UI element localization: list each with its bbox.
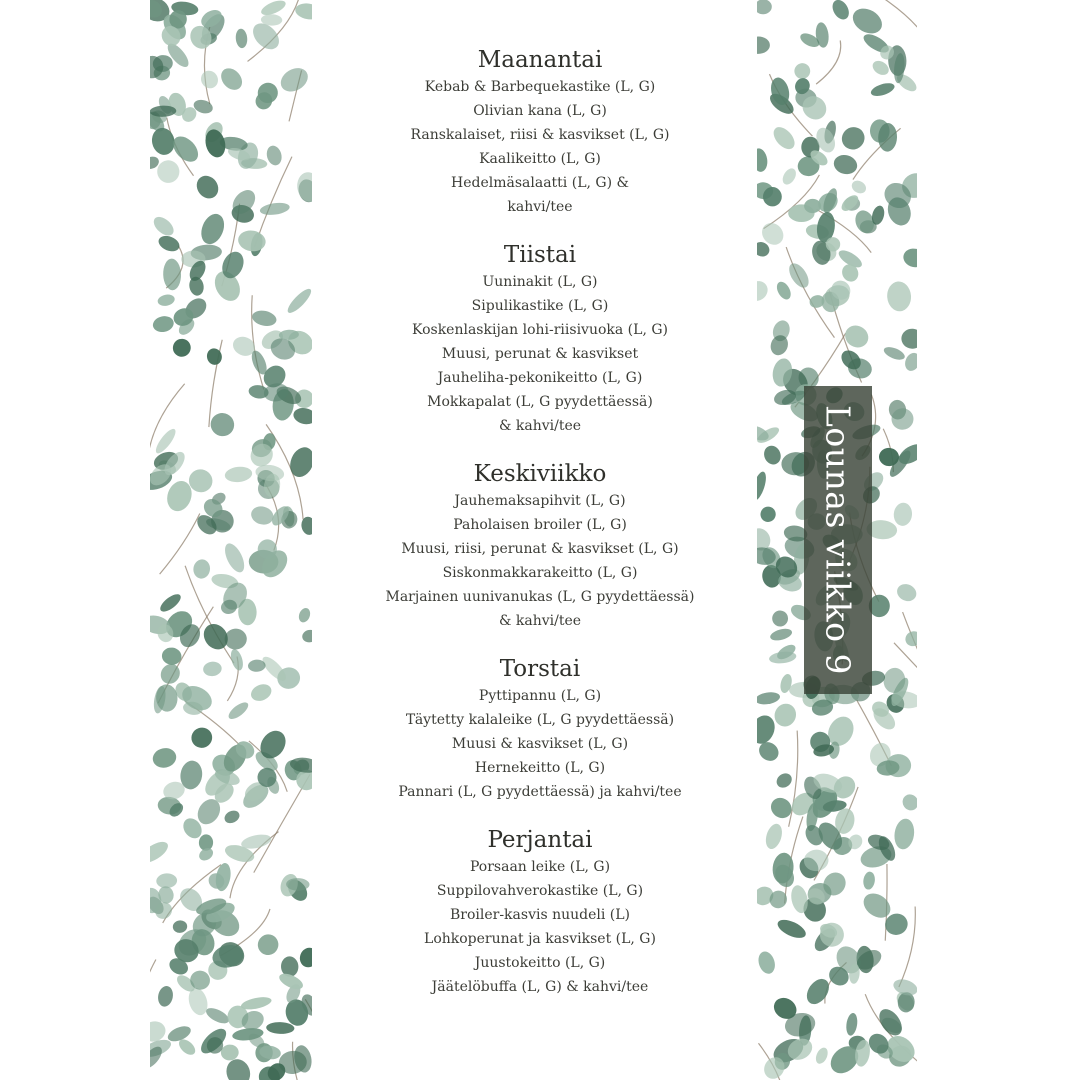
day-section-wednesday	[330, 459, 750, 633]
menu-item: & kahvi/tee	[498, 613, 582, 629]
day-section-friday	[330, 825, 750, 999]
weekly-lunch-menu	[330, 45, 750, 1020]
day-heading: Perjantai	[487, 827, 593, 853]
menu-item: Pannari (L, G pyydettäessä) ja kahvi/tee	[398, 784, 682, 800]
menu-item: Muusi & kasvikset (L, G)	[451, 736, 629, 752]
menu-item: Ranskalaiset, riisi & kasvikset (L, G)	[410, 127, 670, 143]
week-title: Lounas viikko 9	[818, 405, 858, 675]
menu-item: Pyttipannu (L, G)	[478, 688, 602, 704]
day-section-thursday	[330, 654, 750, 804]
week-title-banner	[804, 386, 872, 694]
menu-item: Sipulikastike (L, G)	[471, 298, 609, 314]
menu-item: Lohkoperunat ja kasvikset (L, G)	[424, 931, 656, 947]
menu-item: Mokkapalat (L, G pyydettäessä)	[427, 394, 653, 410]
menu-item: Jäätelöbuffa (L, G) & kahvi/tee	[431, 979, 649, 995]
eucalyptus-border-left	[150, 0, 312, 1080]
menu-item: Koskenlaskijan lohi-riisivuoka (L, G)	[412, 322, 668, 338]
menu-item: Hernekeitto (L, G)	[474, 760, 606, 776]
menu-item: Uuninakit (L, G)	[482, 274, 598, 290]
menu-item: Jauhemaksapihvit (L, G)	[454, 493, 626, 509]
menu-item: Muusi, perunat & kasvikset	[441, 346, 639, 362]
day-heading: Tiistai	[503, 242, 577, 268]
menu-item: Hedelmäsalaatti (L, G) &	[451, 175, 629, 191]
menu-item: Porsaan leike (L, G)	[469, 859, 611, 875]
day-section-tuesday	[330, 240, 750, 438]
menu-item: Suppilovahverokastike (L, G)	[436, 883, 644, 899]
menu-item: Kebab & Barbequekastike (L, G)	[424, 79, 656, 95]
menu-item: Marjainen uunivanukas (L, G pyydettäessä)	[385, 589, 695, 605]
day-heading: Keskiviikko	[473, 461, 607, 487]
menu-item: Broiler-kasvis nuudeli (L)	[449, 907, 631, 923]
menu-item: Kaalikeitto (L, G)	[479, 151, 601, 167]
day-section-monday	[330, 45, 750, 219]
menu-item: Paholaisen broiler (L, G)	[453, 517, 627, 533]
eucalyptus-leaves-icon	[150, 0, 312, 1080]
menu-item: & kahvi/tee	[498, 418, 582, 434]
menu-item: Jauheliha-pekonikeitto (L, G)	[437, 370, 643, 386]
menu-item: Olivian kana (L, G)	[473, 103, 607, 119]
menu-item: Muusi, riisi, perunat & kasvikset (L, G)	[401, 541, 679, 557]
day-heading: Torstai	[499, 656, 581, 682]
day-heading: Maanantai	[477, 47, 603, 73]
menu-item: Siskonmakkarakeitto (L, G)	[442, 565, 638, 581]
menu-item: Juustokeitto (L, G)	[474, 955, 606, 971]
menu-item: kahvi/tee	[507, 199, 573, 215]
menu-item: Täytetty kalaleike (L, G pyydettäessä)	[405, 712, 675, 728]
